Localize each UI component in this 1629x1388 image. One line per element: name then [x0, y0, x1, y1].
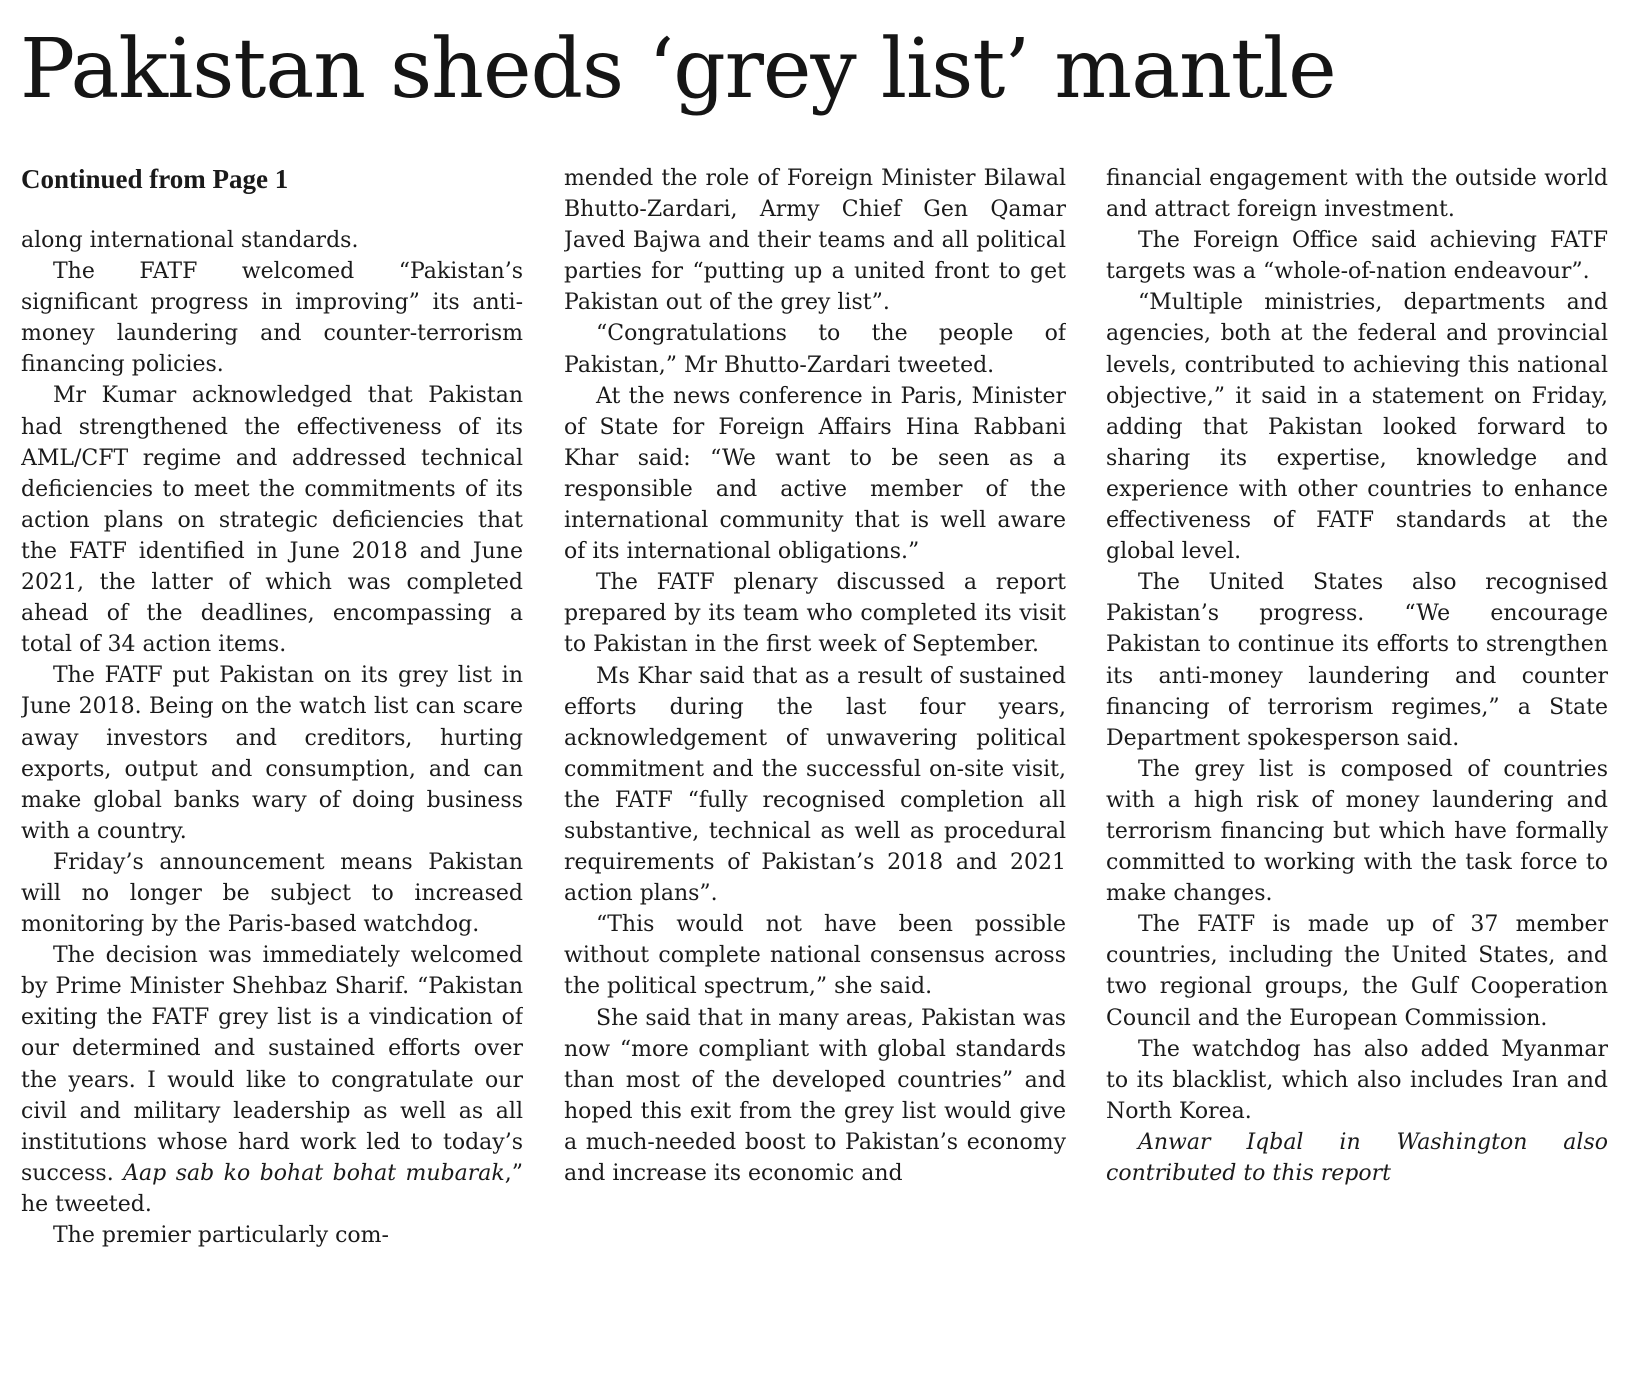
byline: Anwar Iqbal in Washington also contributed to this report — [1106, 1129, 1608, 1186]
paragraph: The grey list is composed of countries with a high risk of money laundering and terrorism financing but which have formally committed to working with the task force to make changes. — [1106, 756, 1608, 907]
paragraph: “Congratulations to the people of Pakistan,” Mr Bhutto-Zardari tweeted. — [564, 321, 1066, 378]
article-column-3 — [1106, 163, 1608, 1378]
paragraph: The FATF is made up of 37 member countries, including the United States, and two regional groups, the Gulf Cooperation Council and the European Commission. — [1106, 912, 1608, 1031]
paragraph: The United States also recognised Pakistan’s progress. “We encourage Pakistan to continue its efforts to strengthen its anti-money laundering and counter financing of terrorism regimes,” a State Department spokesperson said. — [1106, 570, 1608, 751]
paragraph: “This would not have been possible without complete national consensus across the political spectrum,” she said. — [564, 912, 1066, 1000]
paragraph: Mr Kumar acknowledged that Pakistan had strengthened the effectiveness of its AML/CFT regime and addressed technical deficiencies to meet the commitments of its action plans on strategic deficiencies that the FATF identified in June 2018 and June 2021, the latter of which was completed ahead of the deadlines, encompassing a total of 34 action items. — [21, 383, 523, 658]
paragraph-with-quote — [21, 940, 523, 1220]
paragraph: The FATF put Pakistan on its grey list in June 2018. Being on the watch list can scare away investors and creditors, hurting exports, output and consumption, and can make global banks wary of doing business with a country. — [21, 663, 523, 844]
paragraph: The FATF plenary discussed a report prepared by its team who completed its visit to Pakistan in the first week of September. — [564, 570, 1066, 658]
quote-text: The decision was immediately welcomed by Prime Minister Shehbaz Sharif. “Pakistan exiting the FATF grey list is a vindication of our determined and sustained efforts over the years. I would like to congratulate our civil and military leadership as well as all institutions whose hard work led to today’s success. — [21, 943, 523, 1186]
paragraph: Ms Khar said that as a result of sustained efforts during the last four years, acknowledgement of unwavering political commitment and the successful on-site visit, the FATF “fully recognised completion all substantive, technical as well as procedural requirements of Pakistan’s 2018 and 2021 action plans”. — [564, 663, 1066, 907]
paragraph: financial engagement with the outside world and attract foreign investment. — [1106, 166, 1608, 223]
quote-attribution: ,” he tweeted. — [21, 1160, 523, 1217]
paragraph: The FATF welcomed “Pakistan’s significant progress in improving” its anti-money laundering and counter-terrorism financing policies. — [21, 259, 523, 378]
paragraph: The premier particularly com- — [53, 1223, 389, 1248]
paragraph: “Multiple ministries, departments and agencies, both at the federal and provincial levels, contributed to achieving this national objective,” it said in a statement on Friday, adding that Pakistan looked forward to sharing its expertise, knowledge and experience with other countries to enhance effectiveness of FATF standards at the global level. — [1106, 290, 1608, 565]
paragraph: Friday’s announcement means Pakistan will no longer be subject to increased monitoring by the Paris-based watchdog. — [21, 849, 523, 938]
headline: Pakistan sheds ‘grey list’ mantle — [20, 22, 1336, 117]
paragraph: The watchdog has also added Myanmar to its blacklist, which also includes Iran and North Korea. — [1106, 1036, 1608, 1124]
continued-from-label: Continued from Page 1 — [21, 164, 289, 194]
article-column-2 — [564, 163, 1066, 1378]
paragraph: mended the role of Foreign Minister Bilawal Bhutto-Zardari, Army Chief Gen Qamar Javed Bajwa and their teams and all political parties for “putting up a united front to get Pakistan out of the grey list”. — [564, 166, 1066, 316]
quote-italic-text: Aap sab ko bohat bohat mubarak — [123, 1160, 505, 1186]
paragraph: At the news conference in Paris, Minister of State for Foreign Affairs Hina Rabbani Khar said: “We want to be seen as a responsible and active member of the international community that is well aware of its international obligations.” — [564, 383, 1066, 565]
paragraph: She said that in many areas, Pakistan was now “more compliant with global standards than most of the developed countries” and hoped this exit from the grey list would give a much-needed boost to Pakistan’s economy and increase its economic and — [564, 1005, 1066, 1186]
paragraph: along international standards. — [21, 228, 359, 253]
paragraph: The Foreign Office said achieving FATF targets was a “whole-of-nation endeavour”. — [1106, 228, 1608, 285]
article-column-1 — [21, 163, 523, 1378]
